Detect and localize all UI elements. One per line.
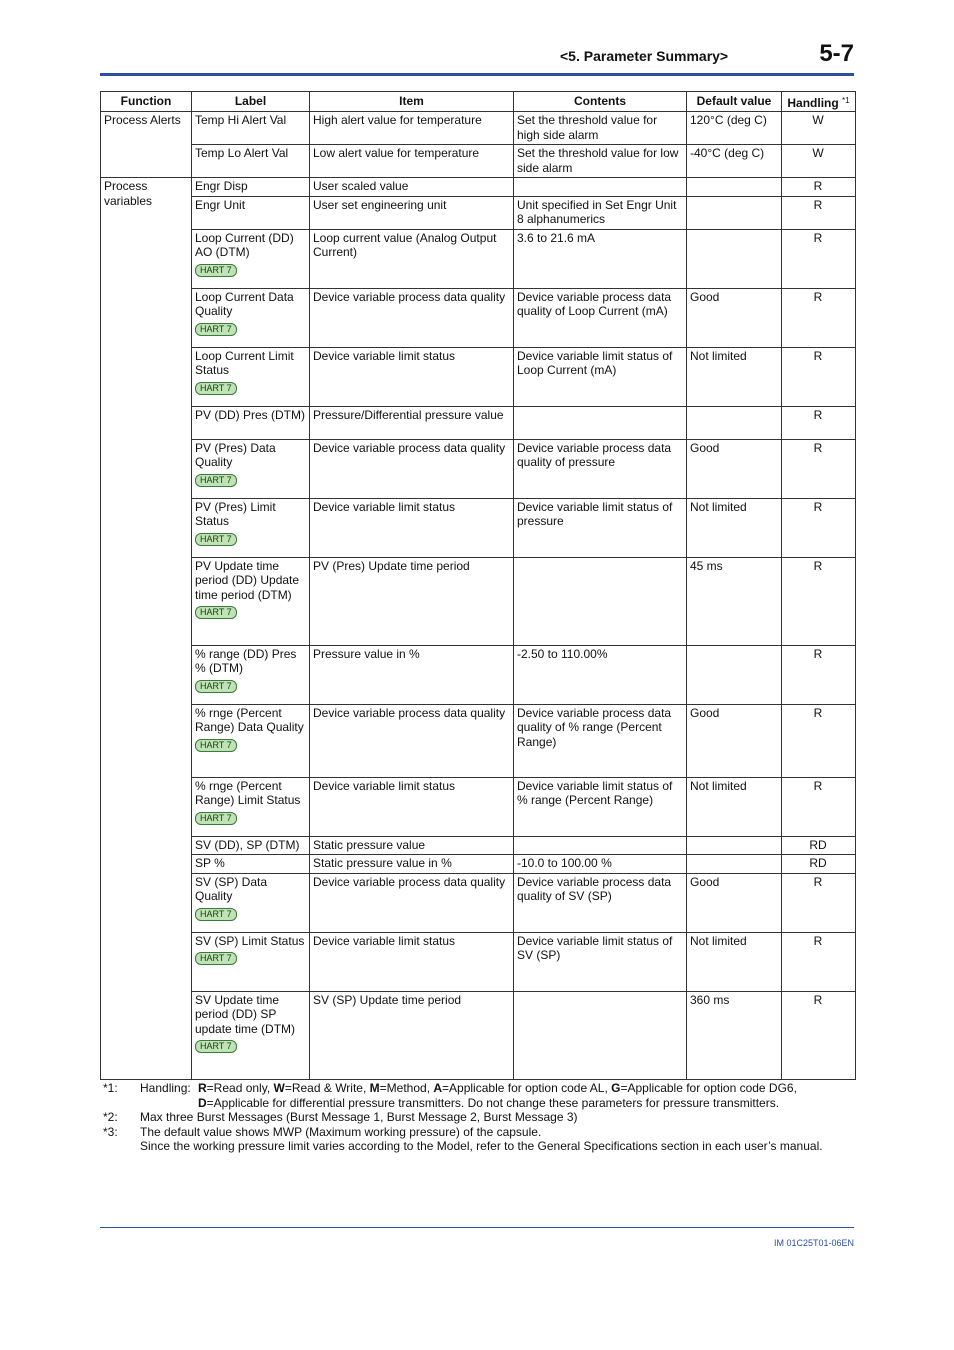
col-header-handling: [782, 92, 856, 112]
handling-cell-text: R: [813, 778, 823, 793]
item-cell: [310, 991, 514, 1079]
label-cell-text: SP %: [195, 856, 225, 870]
default-value-cell-text: Not limited: [690, 499, 747, 514]
table-row: [101, 645, 856, 704]
label-cell: [192, 777, 310, 836]
handling-legend: [198, 1081, 797, 1095]
label-cell-text: Temp Hi Alert Val: [195, 113, 287, 127]
footnote-3: [103, 1125, 863, 1154]
default-value-cell-text: Not limited: [690, 348, 747, 363]
item-cell-text: SV (SP) Update time period: [313, 992, 462, 1007]
default-value-cell: [687, 645, 782, 704]
table-row: [101, 145, 856, 178]
handling-cell-text: RD: [809, 856, 827, 870]
label-cell: [192, 112, 310, 145]
footnote-2: [103, 1110, 863, 1125]
handling-code: M: [369, 1081, 380, 1095]
table-row: [101, 836, 856, 855]
handling-description: =Method,: [379, 1081, 434, 1095]
footnotes: [103, 1081, 863, 1154]
handling-cell-text: R: [813, 705, 823, 720]
handling-cell: [782, 557, 856, 645]
table-row: [101, 229, 856, 288]
label-cell: [192, 439, 310, 498]
default-value-cell-text: Good: [690, 440, 720, 455]
contents-cell-text: Device variable process data quality of % range (Percent Range): [517, 705, 672, 749]
label-cell: [192, 178, 310, 197]
footnote-mark: *3:: [103, 1124, 118, 1139]
handling-description: =Read & Write,: [284, 1081, 370, 1095]
handling-cell: [782, 196, 856, 229]
item-cell: [310, 777, 514, 836]
item-cell-text: Device variable process data quality: [313, 705, 506, 720]
handling-cell-text: R: [813, 440, 823, 455]
item-cell: [310, 855, 514, 874]
label-cell-text: PV (DD) Pres (DTM): [195, 407, 305, 422]
item-cell: [310, 557, 514, 645]
label-cell-text: Engr Unit: [195, 197, 246, 212]
handling-code: R: [198, 1081, 207, 1095]
handling-cell: [782, 406, 856, 439]
label-cell-text: SV (SP) Data Quality: [195, 874, 268, 903]
handling-cell: [782, 145, 856, 178]
contents-cell: [514, 145, 687, 178]
contents-cell-text: Device variable limit status of Loop Current (mA): [517, 348, 673, 377]
handling-cell: [782, 645, 856, 704]
default-value-cell: [687, 406, 782, 439]
label-cell: [192, 836, 310, 855]
default-value-cell-text: 45 ms: [690, 558, 723, 573]
contents-cell-text: -2.50 to 110.00%: [517, 646, 608, 661]
item-cell: [310, 932, 514, 991]
contents-cell: [514, 991, 687, 1079]
label-cell: [192, 498, 310, 557]
handling-cell-text: R: [813, 992, 823, 1007]
function-cell-text: Process variables: [104, 179, 153, 208]
default-value-cell-text: 360 ms: [690, 992, 730, 1007]
item-cell: [310, 347, 514, 406]
footnote-1-line-1: [140, 1081, 863, 1096]
handling-cell: [782, 439, 856, 498]
label-cell: [192, 704, 310, 777]
contents-cell: [514, 704, 687, 777]
hart7-badge: HART 7: [195, 323, 237, 336]
contents-cell: [514, 288, 687, 347]
label-cell: [192, 288, 310, 347]
handling-description: =Applicable for differential pressure transmitters. Do not change these parameters for pressure transmitters.: [206, 1095, 780, 1110]
contents-cell-text: 3.6 to 21.6 mA: [517, 230, 596, 245]
contents-cell-text: Set the threshold value for high side alarm: [517, 113, 658, 142]
contents-cell: [514, 112, 687, 145]
table-row: [101, 855, 856, 874]
item-cell-text: Device variable process data quality: [313, 874, 506, 889]
default-value-cell: [687, 873, 782, 932]
default-value-cell: [687, 991, 782, 1079]
label-cell: [192, 347, 310, 406]
page-number: 5-7: [819, 40, 854, 67]
label-cell-text: SV (SP) Limit Status: [195, 933, 305, 948]
footnote-label: Handling:: [140, 1081, 191, 1095]
col-header-item: Item: [310, 92, 514, 112]
table-row: [101, 557, 856, 645]
item-cell: [310, 112, 514, 145]
label-cell: [192, 196, 310, 229]
default-value-cell: [687, 229, 782, 288]
table-row: [101, 288, 856, 347]
item-cell-text: High alert value for temperature: [313, 113, 482, 127]
contents-cell: [514, 347, 687, 406]
contents-cell: [514, 932, 687, 991]
handling-cell: [782, 112, 856, 145]
handling-cell-text: R: [813, 289, 823, 304]
item-cell: [310, 439, 514, 498]
contents-cell: [514, 836, 687, 855]
default-value-cell: [687, 704, 782, 777]
table-row: [101, 347, 856, 406]
item-cell-text: Pressure/Differential pressure value: [313, 407, 504, 422]
handling-cell-text: R: [813, 197, 823, 212]
hart7-badge: HART 7: [195, 680, 237, 693]
handling-header-text: Handling: [787, 96, 839, 110]
handling-footnote-ref: *1: [842, 96, 850, 105]
item-cell-text: Device variable limit status: [313, 778, 456, 793]
parameter-table: [100, 91, 856, 1080]
item-cell: [310, 229, 514, 288]
col-header-function: Function: [101, 92, 192, 112]
table-row: [101, 112, 856, 145]
default-value-cell-text: Not limited: [690, 933, 747, 948]
hart7-badge: HART 7: [195, 474, 237, 487]
table-row: [101, 439, 856, 498]
contents-cell: [514, 406, 687, 439]
handling-legend-continued: [140, 1096, 863, 1111]
contents-cell: [514, 178, 687, 197]
footnote-text: The default value shows MWP (Maximum working pressure) of the capsule.: [140, 1124, 542, 1139]
contents-cell: [514, 557, 687, 645]
item-cell-text: PV (Pres) Update time period: [313, 558, 470, 573]
default-value-cell-text: Good: [690, 705, 720, 720]
item-cell: [310, 498, 514, 557]
contents-cell-text: Unit specified in Set Engr Unit 8 alphanumerics: [517, 197, 677, 226]
item-cell: [310, 836, 514, 855]
contents-cell: [514, 229, 687, 288]
function-cell-text: Process Alerts: [104, 113, 181, 127]
label-cell-text: SV Update time period (DD) SP update time (DTM): [195, 992, 296, 1036]
table-row: [101, 498, 856, 557]
table-row: [101, 991, 856, 1079]
document-code: IM 01C25T01-06EN: [773, 1238, 854, 1248]
handling-cell-text: R: [813, 874, 823, 889]
label-cell: [192, 855, 310, 874]
default-value-cell: [687, 777, 782, 836]
footer-rule: [100, 1227, 854, 1228]
default-value-cell-text: 120°C (deg C): [690, 113, 767, 127]
contents-cell-text: Set the threshold value for low side alarm: [517, 146, 679, 175]
handling-cell-text: R: [813, 179, 823, 193]
default-value-cell-text: Good: [690, 289, 720, 304]
handling-cell: [782, 932, 856, 991]
contents-cell: [514, 498, 687, 557]
default-value-cell: [687, 855, 782, 874]
hart7-badge: HART 7: [195, 812, 237, 825]
label-cell-text: Loop Current Data Quality: [195, 289, 294, 318]
handling-code: G: [611, 1081, 621, 1095]
label-cell: [192, 932, 310, 991]
item-cell-text: Static pressure value in %: [313, 856, 452, 870]
item-cell: [310, 406, 514, 439]
hart7-badge: HART 7: [195, 739, 237, 752]
item-cell-text: User scaled value: [313, 179, 409, 193]
handling-cell: [782, 229, 856, 288]
handling-cell-text: R: [813, 499, 823, 514]
contents-cell-text: Device variable process data quality of SV (SP): [517, 874, 672, 903]
contents-cell-text: Device variable limit status of pressure: [517, 499, 673, 528]
contents-cell: [514, 645, 687, 704]
label-cell: [192, 873, 310, 932]
handling-code: A: [433, 1081, 443, 1095]
contents-cell: [514, 439, 687, 498]
table-row: [101, 178, 856, 197]
default-value-cell: [687, 347, 782, 406]
handling-code: W: [273, 1081, 285, 1095]
default-value-cell: [687, 439, 782, 498]
contents-cell-text: Device variable limit status of SV (SP): [517, 933, 673, 962]
function-cell: [101, 112, 192, 178]
default-value-cell: [687, 196, 782, 229]
default-value-cell: [687, 498, 782, 557]
item-cell-text: Low alert value for temperature: [313, 146, 480, 160]
table-body: [101, 112, 856, 1080]
footnote-1: [103, 1081, 863, 1110]
default-value-cell: [687, 145, 782, 178]
hart7-badge: HART 7: [195, 908, 237, 921]
footnote-text-continued: Since the working pressure limit varies according to the Model, refer to the General Specifications section in each user’s manual.: [140, 1139, 823, 1153]
item-cell-text: Static pressure value: [313, 837, 426, 852]
col-header-contents: Contents: [514, 92, 687, 112]
default-value-cell: [687, 557, 782, 645]
item-cell: [310, 645, 514, 704]
contents-cell-text: -10.0 to 100.00 %: [517, 856, 612, 870]
handling-cell: [782, 855, 856, 874]
item-cell-text: Device variable limit status: [313, 348, 456, 363]
handling-cell-text: W: [812, 146, 824, 160]
item-cell: [310, 196, 514, 229]
label-cell-text: PV Update time period (DD) Update time period (DTM): [195, 558, 300, 602]
item-cell: [310, 704, 514, 777]
item-cell-text: Device variable process data quality: [313, 440, 506, 455]
default-value-cell: [687, 178, 782, 197]
handling-cell: [782, 178, 856, 197]
table-row: [101, 406, 856, 439]
hart7-badge: HART 7: [195, 533, 237, 546]
contents-cell-text: Device variable limit status of % range (Percent Range): [517, 778, 673, 807]
label-cell-text: Temp Lo Alert Val: [195, 146, 289, 160]
handling-cell-text: RD: [809, 837, 827, 852]
handling-cell: [782, 836, 856, 855]
contents-cell: [514, 777, 687, 836]
handling-cell: [782, 288, 856, 347]
default-value-cell: [687, 288, 782, 347]
handling-cell-text: R: [813, 348, 823, 363]
item-cell-text: Pressure value in %: [313, 646, 420, 661]
handling-cell-text: R: [813, 230, 823, 245]
label-cell-text: % rnge (Percent Range) Limit Status: [195, 778, 301, 807]
handling-cell: [782, 873, 856, 932]
table-row: [101, 932, 856, 991]
label-cell: [192, 145, 310, 178]
default-value-cell: [687, 932, 782, 991]
table-header-row: [101, 92, 856, 112]
handling-cell-text: R: [813, 933, 823, 948]
item-cell-text: Device variable limit status: [313, 933, 456, 948]
item-cell: [310, 145, 514, 178]
handling-cell: [782, 704, 856, 777]
contents-cell-text: Device variable process data quality of Loop Current (mA): [517, 289, 672, 318]
contents-cell: [514, 855, 687, 874]
header-rule: [100, 73, 854, 76]
hart7-badge: HART 7: [195, 952, 237, 965]
handling-description: =Applicable for option code AL,: [442, 1081, 612, 1095]
label-cell-text: SV (DD), SP (DTM): [195, 837, 300, 852]
handling-cell-text: W: [812, 113, 824, 127]
footnote-mark: *1:: [103, 1081, 118, 1095]
function-cell: [101, 178, 192, 1080]
label-cell: [192, 406, 310, 439]
label-cell-text: PV (Pres) Data Quality: [195, 440, 276, 469]
label-cell-text: Loop Current Limit Status: [195, 348, 294, 377]
label-cell: [192, 557, 310, 645]
contents-cell-text: Device variable process data quality of pressure: [517, 440, 672, 469]
item-cell: [310, 873, 514, 932]
default-value-cell: [687, 836, 782, 855]
label-cell-text: Loop Current (DD) AO (DTM): [195, 230, 294, 259]
col-header-default-value: Default value: [687, 92, 782, 112]
col-header-label: Label: [192, 92, 310, 112]
contents-cell: [514, 196, 687, 229]
default-value-cell: [687, 112, 782, 145]
label-cell: [192, 991, 310, 1079]
default-value-cell-text: Good: [690, 874, 720, 889]
handling-cell: [782, 347, 856, 406]
handling-cell: [782, 777, 856, 836]
item-cell-text: Device variable process data quality: [313, 289, 506, 304]
label-cell-text: Engr Disp: [195, 179, 248, 193]
handling-code: D: [198, 1095, 207, 1110]
handling-cell-text: R: [813, 646, 823, 661]
default-value-cell-text: Not limited: [690, 778, 747, 793]
table-row: [101, 777, 856, 836]
item-cell-text: Device variable limit status: [313, 499, 456, 514]
contents-cell: [514, 873, 687, 932]
handling-cell: [782, 498, 856, 557]
section-title: <5. Parameter Summary>: [560, 48, 729, 64]
table-row: [101, 873, 856, 932]
handling-description: =Applicable for option code DG6,: [620, 1081, 797, 1095]
handling-cell-text: R: [813, 407, 823, 422]
handling-cell: [782, 991, 856, 1079]
hart7-badge: HART 7: [195, 382, 237, 395]
label-cell-text: % range (DD) Pres % (DTM): [195, 646, 297, 675]
table-row: [101, 704, 856, 777]
label-cell: [192, 229, 310, 288]
item-cell-text: Loop current value (Analog Output Current): [313, 230, 497, 259]
item-cell: [310, 178, 514, 197]
item-cell-text: User set engineering unit: [313, 197, 447, 212]
item-cell: [310, 288, 514, 347]
label-cell-text: % rnge (Percent Range) Data Quality: [195, 705, 304, 734]
label-cell-text: PV (Pres) Limit Status: [195, 499, 276, 528]
footnote-text: Max three Burst Messages (Burst Message 1, Burst Message 2, Burst Message 3): [140, 1110, 578, 1124]
hart7-badge: HART 7: [195, 1040, 237, 1053]
default-value-cell-text: -40°C (deg C): [690, 146, 765, 160]
hart7-badge: HART 7: [195, 264, 237, 277]
label-cell: [192, 645, 310, 704]
handling-cell-text: R: [813, 558, 823, 573]
handling-description: =Read only,: [206, 1081, 274, 1095]
hart7-badge: HART 7: [195, 606, 237, 619]
footnote-mark: *2:: [103, 1110, 118, 1124]
table-row: [101, 196, 856, 229]
